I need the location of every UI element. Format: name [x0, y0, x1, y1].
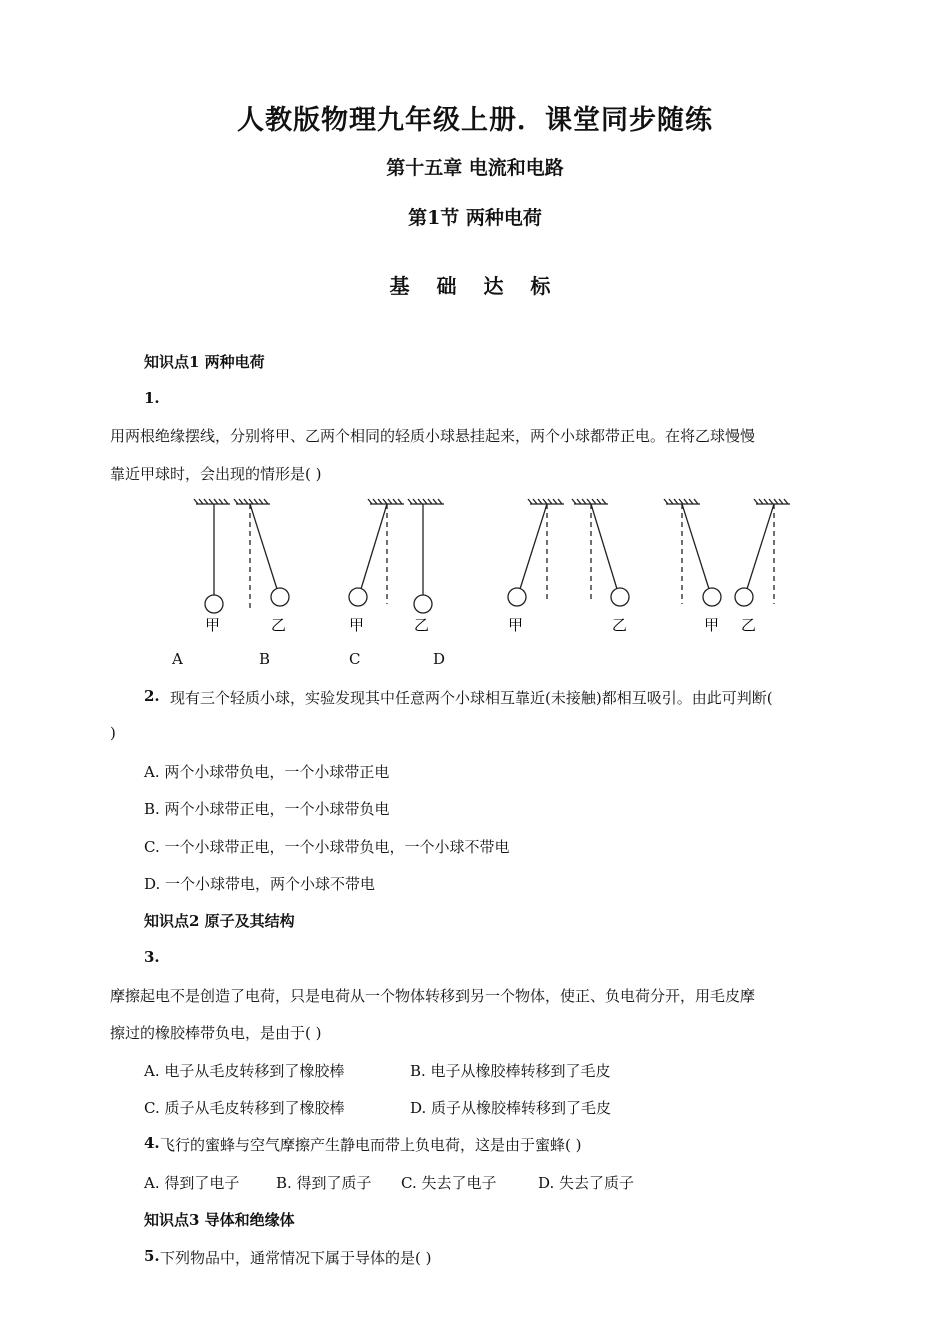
figure-option-b: B — [259, 650, 271, 668]
question-3-number: 3. — [144, 948, 160, 966]
figure-option-c: C — [349, 650, 361, 668]
label-yi-b: 乙 — [414, 616, 430, 634]
question-5-text: 下列物品中，通常情况下属于导体的是( ) — [160, 1249, 432, 1267]
figure-a — [194, 499, 289, 613]
question-2-number: 2. — [144, 687, 160, 705]
label-jia-a: 甲 — [205, 616, 221, 634]
question-1-text-line1: 用两根绝缘摆线，分别将甲、乙两个相同的轻质小球悬挂起来，两个小球都带正电。在将乙球慢慢 — [110, 427, 756, 445]
knowledge-point-2: 知识点2 原子及其结构 — [144, 912, 295, 930]
figure-option-d: D — [433, 650, 446, 668]
knowledge-point-1: 知识点1 两种电荷 — [144, 353, 265, 371]
figure-c — [508, 499, 629, 606]
question-4-option-d: D. 失去了质子 — [538, 1174, 635, 1192]
label-yi-c: 乙 — [612, 616, 628, 634]
section-title: 第1节 两种电荷 — [408, 207, 542, 229]
question-3-option-b: B. 电子从橡胶棒转移到了毛皮 — [410, 1062, 611, 1080]
exercise-heading: 基 础 达 标 — [389, 274, 561, 298]
question-4-text: 飞行的蜜蜂与空气摩擦产生静电而带上负电荷，这是由于蜜蜂( ) — [160, 1136, 582, 1154]
chapter-title: 第十五章 电流和电路 — [386, 157, 564, 179]
label-yi-d: 乙 — [741, 616, 757, 634]
question-2-text-line1: 现有三个轻质小球，实验发现其中任意两个小球相互靠近(未接触)都相互吸引。由此可判断( — [170, 689, 773, 707]
question-2-option-c: C. 一个小球带正电，一个小球带负电，一个小球不带电 — [144, 838, 510, 856]
question-2-option-a: A. 两个小球带负电，一个小球带正电 — [144, 763, 390, 781]
figure-d — [664, 499, 790, 606]
label-jia-c: 甲 — [508, 616, 524, 634]
question-3-text-line1: 摩擦起电不是创造了电荷，只是电荷从一个物体转移到另一个物体，使正、负电荷分开，用毛皮摩 — [110, 987, 756, 1005]
label-yi-a: 乙 — [271, 616, 287, 634]
question-3-text-line2: 擦过的橡胶棒带负电，是由于( ) — [110, 1024, 322, 1042]
question-1-text-line2: 靠近甲球时，会出现的情形是( ) — [110, 465, 322, 483]
question-3-option-d: D. 质子从橡胶棒转移到了毛皮 — [410, 1099, 612, 1117]
label-jia-b: 甲 — [349, 616, 365, 634]
page-title: 人教版物理九年级上册．课堂同步随练 — [237, 105, 713, 136]
pendulum-figure — [170, 494, 810, 674]
question-4-option-a: A. 得到了电子 — [144, 1174, 240, 1192]
question-4-option-b: B. 得到了质子 — [276, 1174, 372, 1192]
figure-b — [349, 499, 444, 613]
question-4-number: 4. — [144, 1134, 160, 1152]
question-5-number: 5. — [144, 1247, 160, 1265]
knowledge-point-3: 知识点3 导体和绝缘体 — [144, 1211, 295, 1229]
question-3-option-a: A. 电子从毛皮转移到了橡胶棒 — [144, 1062, 345, 1080]
question-2-option-b: B. 两个小球带正电，一个小球带负电 — [144, 800, 390, 818]
figure-option-a: A — [172, 650, 183, 668]
question-4-option-c: C. 失去了电子 — [401, 1174, 497, 1192]
label-jia-d: 甲 — [704, 616, 720, 634]
question-1-number: 1. — [144, 389, 160, 407]
question-2-text-line2: ) — [110, 724, 116, 742]
question-2-option-d: D. 一个小球带电，两个小球不带电 — [144, 875, 376, 893]
question-3-option-c: C. 质子从毛皮转移到了橡胶棒 — [144, 1099, 345, 1117]
